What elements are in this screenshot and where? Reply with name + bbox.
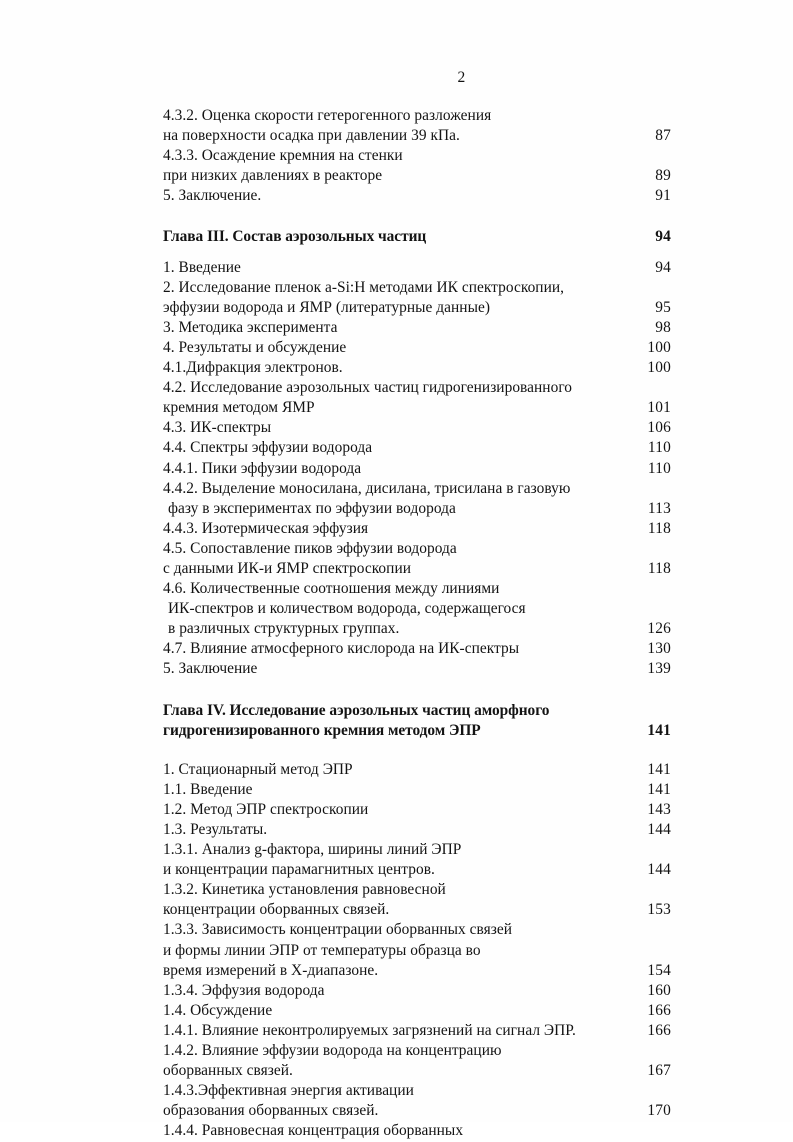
toc-entry-label: концентрации оборванных связей. — [163, 901, 390, 919]
toc-entry-label: 1. Стационарный метод ЭПР — [163, 760, 353, 778]
toc-entry-page-number: 94 — [655, 228, 671, 246]
table-of-contents — [163, 106, 671, 1142]
toc-entry-row[interactable] — [163, 1081, 671, 1101]
toc-entry-label: 4.4.3. Изотермическая эффузия — [163, 519, 369, 537]
toc-entry-label: 1.4.2. Влияние эффузии водорода на концентрацию — [163, 1042, 502, 1060]
toc-entry-page-number: 154 — [647, 961, 671, 979]
toc-entry-label: 1.3.1. Анализ g-фактора, ширины линий ЭПР — [163, 841, 462, 859]
toc-entry-label: 4.7. Влияние атмосферного кислорода на ИК-спектры — [163, 640, 520, 658]
toc-entry-row[interactable] — [163, 1061, 671, 1081]
toc-entry-label: 1.3. Результаты. — [163, 821, 268, 838]
toc-entry-label: 4.4.2. Выделение моносилана, дисилана, трисилана в газовую — [163, 479, 571, 497]
toc-entry-label: 4.5. Сопоставление пиков эффузии водорода — [163, 539, 457, 557]
toc-block-spacer — [163, 680, 671, 701]
toc-entry-row[interactable] — [163, 900, 671, 920]
toc-entry-label: 1.4. Обсуждение — [163, 1001, 273, 1019]
toc-entry-page-number: 100 — [647, 338, 671, 356]
toc-entry-label: Глава IV. Исследование аэрозольных частиц аморфного — [163, 701, 550, 719]
toc-entry-page-number: 101 — [647, 399, 671, 417]
toc-entry-row[interactable] — [163, 539, 671, 559]
toc-entry-row[interactable] — [163, 126, 671, 146]
toc-entry-page-number: 166 — [647, 1021, 671, 1039]
toc-entry-page-number: 166 — [647, 1001, 671, 1019]
toc-entry-label: ИК-спектров и количеством водорода, содержащегося — [168, 600, 526, 618]
toc-entry-page-number: 130 — [647, 640, 671, 658]
toc-entry-label: 4.3.2. Оценка скорости гетерогенного разложения — [163, 107, 492, 124]
toc-entry-row[interactable] — [163, 920, 671, 940]
toc-entry-label: 2. Исследование пленок a-Si:H методами ИК спектроскопии, — [163, 278, 565, 296]
toc-entry-row[interactable] — [163, 166, 671, 186]
toc-entry-label: и концентрации парамагнитных центров. — [163, 861, 435, 879]
toc-entry-row[interactable] — [163, 298, 671, 318]
toc-block-chapter-3-heading — [163, 227, 671, 247]
toc-entry-page-number: 110 — [647, 439, 671, 457]
toc-entry-page-number: 126 — [647, 620, 671, 638]
toc-entry-label: 1.3.3. Зависимость концентрации оборванных связей — [163, 921, 513, 939]
toc-entry-row[interactable] — [163, 479, 671, 499]
toc-block-chapter-2-tail — [163, 106, 671, 206]
toc-entry-row[interactable] — [163, 358, 671, 378]
toc-entry-page-number: 94 — [655, 258, 671, 276]
toc-entry-page-number: 100 — [647, 359, 671, 377]
toc-entry-row[interactable] — [163, 1001, 671, 1021]
toc-entry-label: 1.4.3.Эффективная энергия активации — [163, 1082, 414, 1100]
toc-entry-label: 3. Методика эксперимента — [163, 318, 338, 336]
page-folio-number: 2 — [457, 69, 466, 86]
toc-entry-row[interactable] — [163, 579, 671, 599]
toc-entry-row[interactable] — [163, 146, 671, 166]
toc-entry-row[interactable] — [163, 599, 671, 619]
toc-entry-label: 5. Заключение. — [163, 187, 262, 205]
toc-entry-row[interactable] — [163, 338, 671, 358]
toc-entry-row[interactable] — [163, 619, 671, 639]
toc-block-chapter-4-heading — [163, 701, 671, 741]
toc-entry-row[interactable] — [163, 840, 671, 860]
toc-entry-row[interactable] — [163, 559, 671, 579]
toc-entry-row[interactable] — [163, 278, 671, 298]
toc-entry-row[interactable] — [163, 519, 671, 539]
toc-entry-row[interactable] — [163, 1021, 671, 1041]
toc-entry-row[interactable] — [163, 1041, 671, 1061]
toc-entry-page-number: 141 — [647, 760, 671, 778]
toc-entry-page-number: 170 — [647, 1102, 671, 1120]
toc-entry-label: на поверхности осадка при давлении 39 кПа. — [163, 127, 460, 145]
toc-entry-label: 4.3. ИК-спектры — [163, 419, 272, 437]
toc-entry-row[interactable] — [163, 780, 671, 800]
toc-entry-label: гидрогенизированного кремния методом ЭПР — [163, 721, 481, 739]
toc-entry-page-number: 95 — [655, 298, 671, 316]
toc-entry-page-number: 139 — [647, 660, 671, 678]
toc-entry-page-number: 110 — [647, 459, 671, 477]
toc-entry-label: оборванных связей. — [163, 1062, 293, 1080]
toc-entry-label: 4.3.3. Осаждение кремния на стенки — [163, 147, 403, 165]
toc-entry-row[interactable] — [163, 438, 671, 458]
toc-heading-row[interactable] — [163, 721, 671, 741]
toc-entry-row[interactable] — [163, 760, 671, 780]
toc-entry-row[interactable] — [163, 418, 671, 438]
toc-entry-page-number: 143 — [647, 800, 671, 818]
toc-entry-label: 4.4.1. Пики эффузии водорода — [163, 459, 362, 477]
toc-entry-row[interactable] — [163, 318, 671, 338]
toc-entry-label: 4.1.Дифракция электронов. — [163, 359, 343, 377]
toc-entry-row[interactable] — [163, 860, 671, 880]
toc-entry-label: время измерений в Х-диапазоне. — [163, 961, 379, 979]
toc-entry-page-number: 141 — [647, 780, 671, 798]
toc-entry-page-number: 118 — [647, 519, 671, 537]
toc-entry-page-number: 144 — [647, 861, 671, 879]
toc-entry-label: 4.2. Исследование аэрозольных частиц гидрогенизированного — [163, 379, 573, 397]
toc-entry-row[interactable] — [163, 1121, 671, 1141]
toc-heading-row[interactable] — [163, 701, 671, 721]
toc-block-spacer — [163, 741, 671, 760]
toc-entry-page-number: 160 — [647, 981, 671, 999]
toc-entry-row[interactable] — [163, 398, 671, 418]
toc-entry-page-number: 106 — [647, 419, 671, 437]
toc-block-spacer — [163, 206, 671, 227]
toc-entry-label: 4.4. Спектры эффузии водорода — [163, 439, 373, 457]
toc-entry-row[interactable] — [163, 981, 671, 1001]
toc-heading-row[interactable] — [163, 227, 671, 247]
toc-entry-row[interactable] — [163, 106, 671, 126]
toc-entry-page-number: 91 — [655, 187, 671, 205]
toc-entry-page-number: 118 — [647, 559, 671, 577]
toc-entry-row[interactable] — [163, 659, 671, 679]
toc-entry-row[interactable] — [163, 499, 671, 519]
toc-entry-page-number: 113 — [647, 499, 671, 517]
toc-entry-row[interactable] — [163, 186, 671, 206]
toc-entry-row[interactable] — [163, 941, 671, 961]
toc-entry-label: фазу в экспериментах по эффузии водорода — [168, 499, 456, 517]
toc-block-list — [163, 106, 671, 1142]
toc-entry-label: в различных структурных группах. — [168, 620, 400, 638]
toc-block-chapter-4-entries — [163, 760, 671, 1142]
toc-entry-page-number: 167 — [647, 1062, 671, 1080]
toc-entry-row[interactable] — [163, 378, 671, 398]
toc-entry-label: при низких давлениях в реакторе — [163, 167, 383, 185]
toc-entry-page-number: 153 — [647, 901, 671, 919]
toc-entry-row[interactable] — [163, 459, 671, 479]
toc-entry-page-number: 141 — [647, 721, 671, 739]
toc-entry-row[interactable] — [163, 800, 671, 820]
toc-entry-label: 1.2. Метод ЭПР спектроскопии — [163, 800, 369, 818]
toc-entry-row[interactable] — [163, 961, 671, 981]
toc-entry-label: и формы линии ЭПР от температуры образца во — [163, 941, 481, 959]
toc-entry-page-number: 89 — [655, 167, 671, 185]
toc-block-spacer — [163, 248, 671, 258]
toc-entry-label: 1. Введение — [163, 258, 241, 276]
toc-entry-page-number: 87 — [655, 127, 671, 145]
toc-entry-label: 4. Результаты и обсуждение — [163, 338, 347, 356]
toc-entry-label: 1.1. Введение — [163, 780, 253, 798]
toc-entry-page-number: 144 — [647, 821, 671, 838]
toc-entry-row[interactable] — [163, 258, 671, 278]
toc-entry-label: 5. Заключение — [163, 660, 258, 678]
toc-entry-label: 1.3.4. Эффузия водорода — [163, 981, 325, 999]
toc-entry-label: эффузии водорода и ЯМР (литературные данные) — [163, 298, 491, 316]
toc-entry-row[interactable] — [163, 880, 671, 900]
toc-entry-label: образования оборванных связей. — [163, 1102, 379, 1120]
toc-block-chapter-3-entries — [163, 258, 671, 680]
toc-entry-label: 4.6. Количественные соотношения между линиями — [163, 580, 500, 598]
toc-entry-row[interactable] — [163, 820, 671, 840]
toc-entry-label: 1.4.4. Равновесная концентрация оборванных — [163, 1122, 464, 1140]
toc-entry-page-number: 98 — [655, 318, 671, 336]
toc-entry-label: кремния методом ЯМР — [163, 399, 315, 417]
toc-entry-row[interactable] — [163, 639, 671, 659]
toc-entry-label: с данными ИК-и ЯМР спектроскопии — [163, 559, 411, 577]
toc-entry-label: Глава III. Состав аэрозольных частиц — [163, 228, 427, 246]
toc-entry-label: 1.3.2. Кинетика установления равновесной — [163, 881, 446, 899]
toc-entry-row[interactable] — [163, 1101, 671, 1121]
toc-entry-label: 1.4.1. Влияние неконтролируемых загрязнений на сигнал ЭПР. — [163, 1021, 576, 1039]
